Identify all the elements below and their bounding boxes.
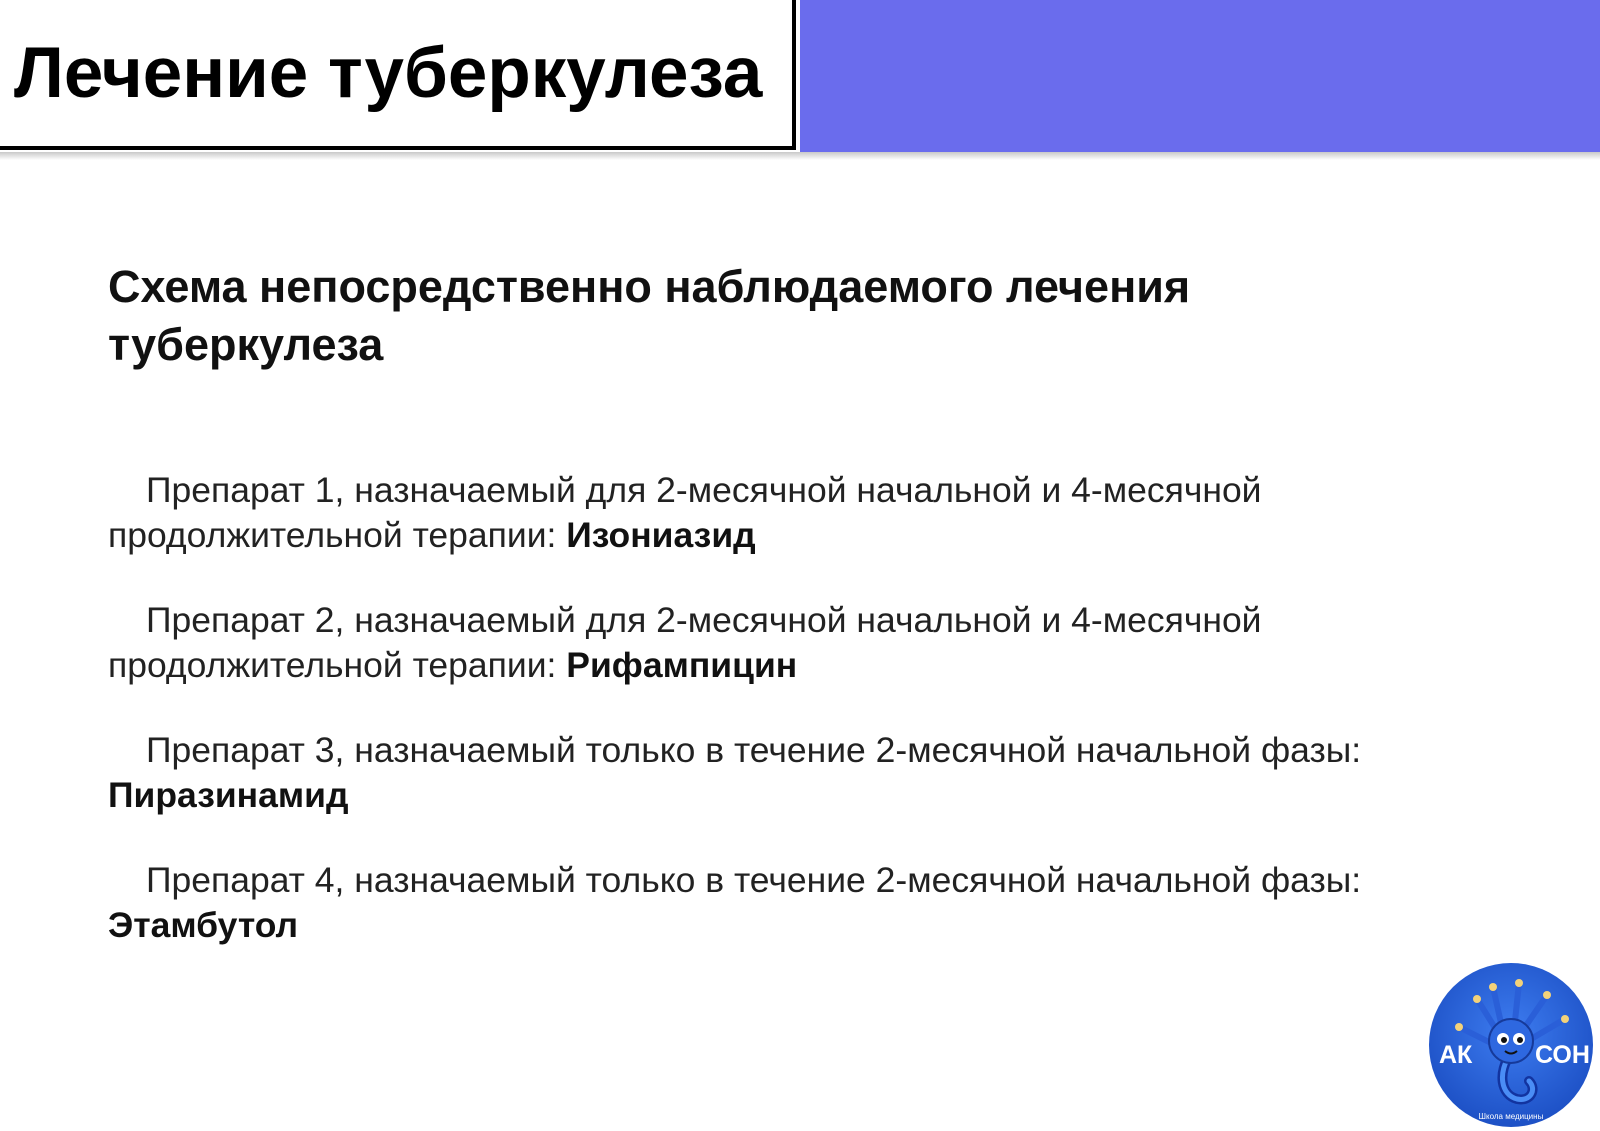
logo-left-text: АК (1439, 1041, 1473, 1069)
header (0, 0, 1600, 158)
page-title: Лечение туберкулеза (14, 34, 763, 113)
drug-item-text: Препарат 1, назначаемый для 2-месячной начальной и 4-месячной продолжительной терапии: (108, 470, 1262, 555)
drug-item (108, 728, 1488, 818)
drug-name: Пиразинамид (108, 775, 349, 815)
title-box (0, 0, 796, 150)
header-accent-band (800, 0, 1600, 152)
drug-list (108, 468, 1488, 988)
drug-name: Этамбутол (108, 905, 299, 945)
logo-right-text: СОН (1535, 1041, 1590, 1069)
header-shadow (0, 152, 1600, 160)
drug-item-text: Препарат 2, назначаемый для 2-месячной начальной и 4-месячной продолжительной терапии: (108, 600, 1262, 685)
drug-item (108, 598, 1488, 688)
drug-name: Рифампицин (566, 645, 798, 685)
logo-caption: Школа медицины (1478, 1112, 1544, 1121)
drug-name: Изониазид (566, 515, 756, 555)
drug-item-text: Препарат 4, назначаемый только в течение 2-месячной начальной фазы: (146, 860, 1362, 900)
drug-item (108, 858, 1488, 948)
drug-item-text: Препарат 3, назначаемый только в течение 2-месячной начальной фазы: (146, 730, 1362, 770)
drug-item (108, 468, 1488, 558)
section-heading: Схема непосредственно наблюдаемого лечения туберкулеза (108, 261, 1191, 370)
akson-logo (1427, 961, 1595, 1129)
